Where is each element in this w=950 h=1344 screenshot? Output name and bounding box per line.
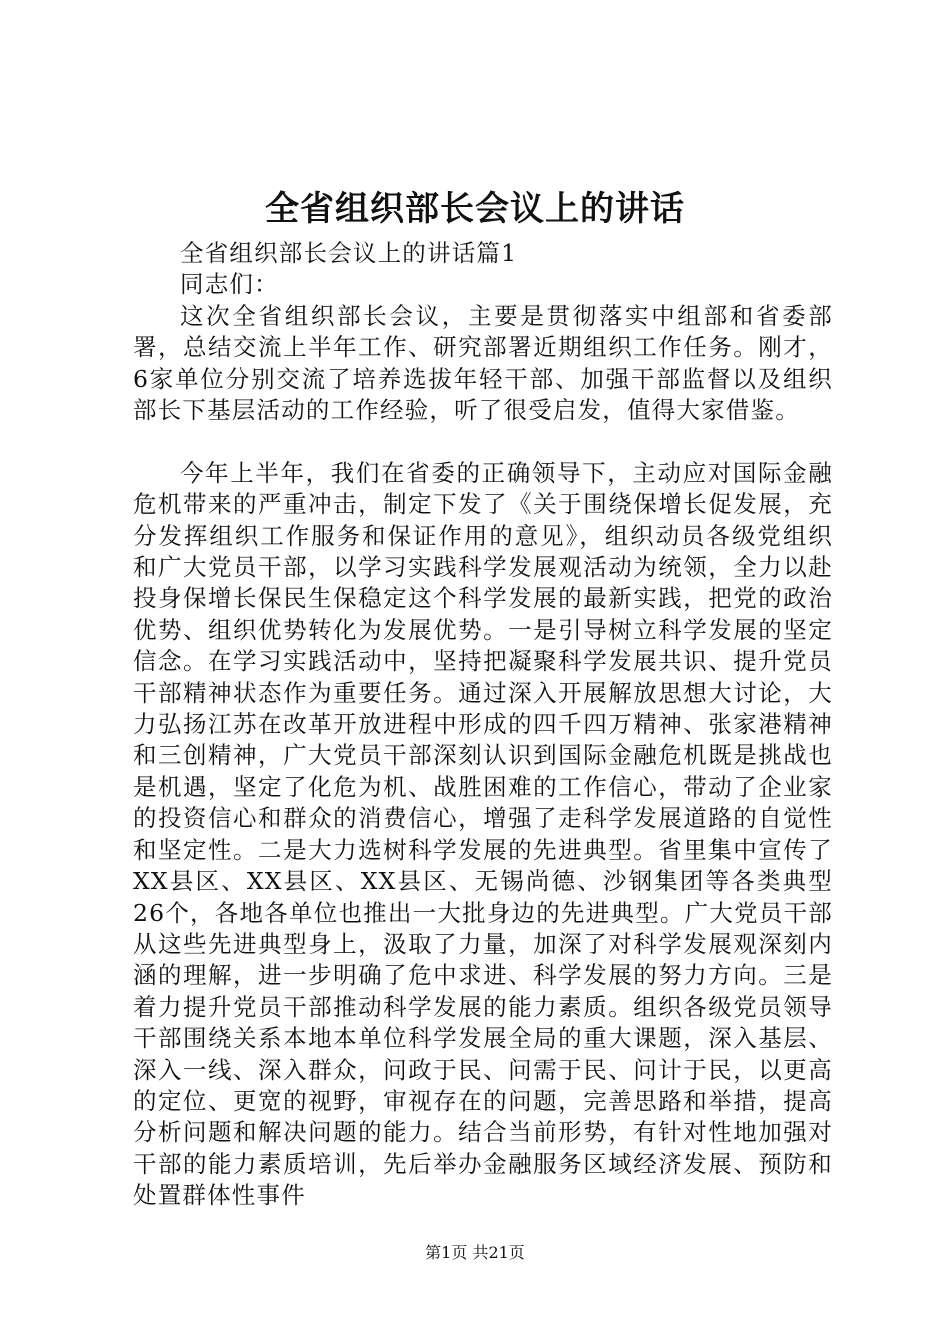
salutation: 同志们：: [180, 270, 279, 299]
page-footer: 第1页 共21页: [425, 1243, 525, 1262]
document-body: [133, 238, 833, 1212]
paragraph-1: 这次全省组织部长会议，主要是贯彻落实中组部和省委部署，总结交流上半年工作、研究部署近期组织工作任务。刚才，6家单位分别交流了培养选拔年轻干部、加强干部监督以及组织部长下基层活动的工作经验，听了很受启发，值得大家借鉴。: [133, 301, 833, 425]
document-title: 全省组织部长会议上的讲话: [265, 189, 685, 229]
document-subtitle: 全省组织部长会议上的讲话篇1: [180, 239, 518, 267]
paragraph-2: 今年上半年，我们在省委的正确领导下，主动应对国际金融危机带来的严重冲击，制定下发了《关于围绕保增长促发展，充分发挥组织工作服务和保证作用的意见》，组织动员各级党组织和广大党员干部，以学习实践科学发展观活动为统领，全力以赴投身保增长保民生保稳定这个科学发展的最新实践，把党的政治优势、组织优势转化为发展优势。一是引导树立科学发展的坚定信念。在学习实践活动中，坚持把凝聚科学发展共识、提升党员干部精神状态作为重要任务。通过深入开展解放思想大讨论，大力弘扬江苏在改革开放进程中形成的四千四万精神、张家港精神和三创精神，广大党员干部深刻认识到国际金融危机既是挑战也是机遇，坚定了化危为机、战胜困难的工作信心，带动了企业家的投资信心和群众的消费信心，增强了走科学发展道路的自觉性和坚定性。二是大力选树科学发展的先进典型。省里集中宣传了XX县区、XX县区、XX县区、无锡尚德、沙钢集团等各类典型26个，各地各单位也推出一大批身边的先进典型。广大党员干部从这些先进典型身上，汲取了力量，加深了对科学发展观深刻内涵的理解，进一步明确了危中求进、科学发展的努力方向。三是着力提升党员干部推动科学发展的能力素质。组织各级党员领导干部围绕关系本地本单位科学发展全局的重大课题，深入基层、深入一线、深入群众，问政于民、问需于民、问计于民，以更高的定位、更宽的视野，审视存在的问题，完善思路和举措，提高分析问题和解决问题的能力。结合当前形势，有针对性地加强对干部的能力素质培训，先后举办金融服务区域经济发展、预防和处置群体性事件: [133, 458, 833, 1210]
